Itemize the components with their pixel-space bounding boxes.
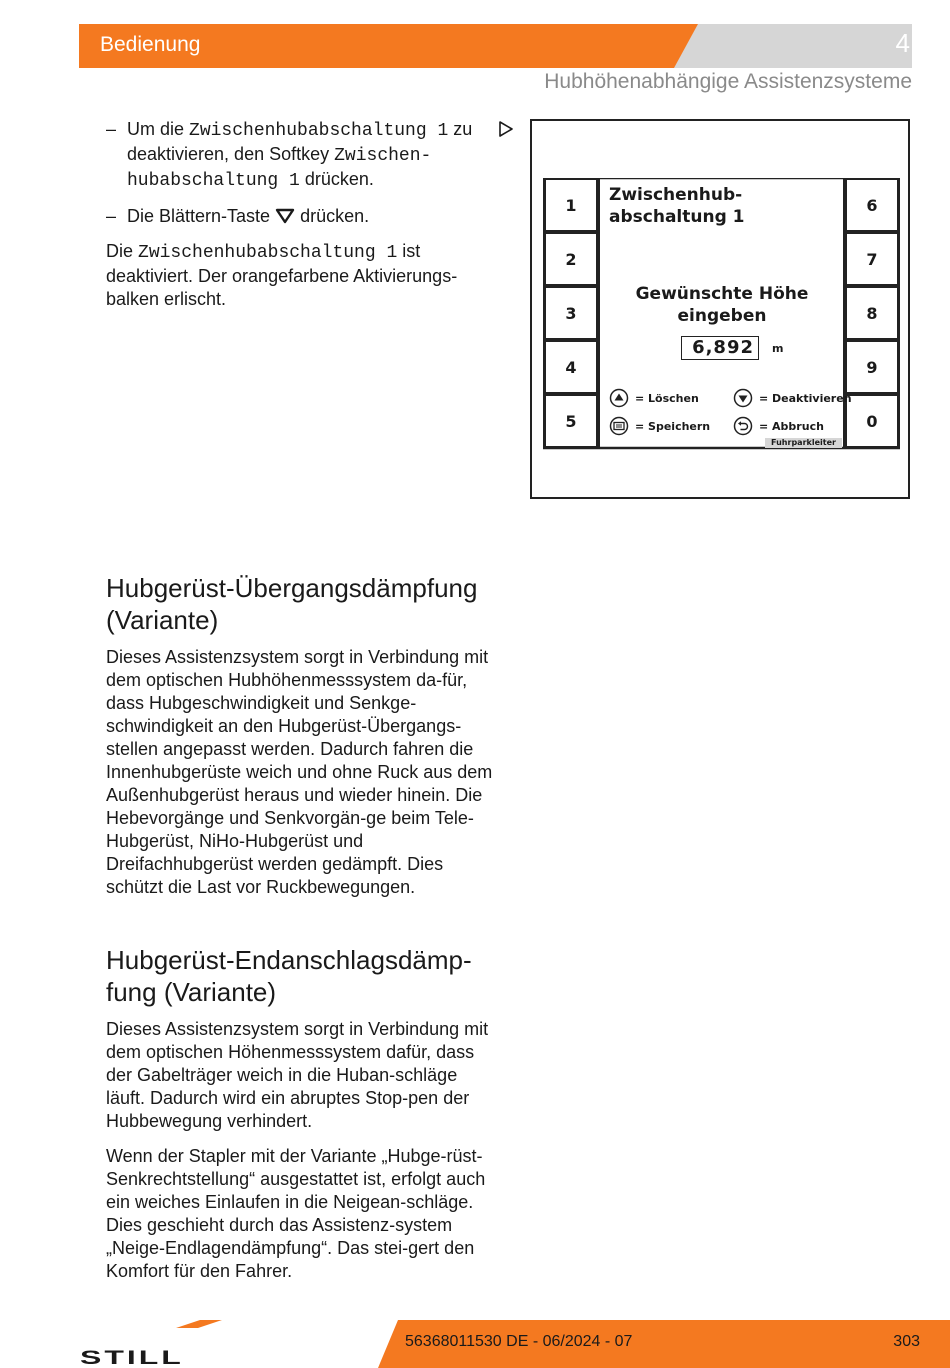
still-logo-text: STILL [80, 1346, 184, 1366]
softkey-0[interactable]: 0 [845, 394, 899, 448]
legend-deactivate: = Deaktivieren [733, 388, 852, 408]
legend-delete: = Löschen [609, 388, 699, 408]
softkey-1[interactable]: 1 [544, 178, 598, 232]
height-input-field[interactable]: 6,892 [681, 336, 759, 360]
softkey-2[interactable]: 2 [544, 232, 598, 286]
dash-marker: – [106, 206, 117, 226]
legend-save: = Speichern [609, 416, 710, 436]
section-title: Bedienung [100, 33, 201, 56]
scroll-down-key-icon [275, 208, 295, 224]
page-number: 303 [893, 1333, 920, 1350]
section-2 [106, 944, 496, 1295]
down-key-icon [733, 388, 753, 408]
enter-key-icon [609, 416, 629, 436]
chapter-number: 4 [895, 28, 910, 58]
softkey-6[interactable]: 6 [845, 178, 899, 232]
section-paragraph: Dieses Assistenzsystem sorgt in Verbindung mit dem optischen Höhenmesssystem dafür, dass der Gabelträger weich in die Huban-schläge läuft. Dadurch wird ein abruptes Stop-pen der Hubbewegung verhindert. [106, 1019, 489, 1131]
section-paragraph: Wenn der Stapler mit der Variante „Hubge-rüst-Senkrechtstellung“ ausgestattet ist, erfolgt auch ein weiches Einlaufen in die Neigean-schläge. Dies geschieht durch das Assistenz-system „Neige-Endlagendämpfung“. Das stei-gert den Komfort für den Fahrer. [106, 1146, 486, 1281]
instruction-step-1: – Um die Zwischenhubabschaltung 1 zu deaktivieren, den Softkey Zwischen-hubabschaltung 1 drücken. [106, 119, 473, 191]
back-key-icon [733, 416, 753, 436]
softkey-reference: Zwischenhubabschaltung 1 [189, 121, 449, 141]
softkey-reference: Zwischenhubabschaltung 1 [138, 243, 398, 263]
softkey-reference: Zwischen-hubabschaltung 1 [127, 146, 432, 191]
legend-cancel: = Abbruch [733, 416, 824, 436]
softkey-5[interactable]: 5 [544, 394, 598, 448]
instruction-step-2: – Die Blättern-Taste drücken. [106, 206, 370, 226]
instructions [106, 118, 486, 323]
truck-display [543, 178, 900, 450]
header-gray-bar [640, 24, 912, 68]
instruction-result: Die Zwischenhubabschaltung 1 ist deaktiviert. Der orangefarbene Aktivierungs-balken erlischt. [106, 241, 458, 309]
screen-prompt: Gewünschte Höhe eingeben [635, 284, 809, 326]
continue-arrow-icon [498, 120, 514, 138]
still-logo [80, 1320, 240, 1366]
softkey-7[interactable]: 7 [845, 232, 899, 286]
section-heading: Hubgerüst-Endanschlagsdämp-fung (Variante) [106, 945, 472, 1007]
document-number: 56368011530 DE - 06/2024 - 07 [405, 1333, 633, 1350]
softkey-8[interactable]: 8 [845, 286, 899, 340]
unit-label: m [772, 342, 784, 355]
screen-title: Zwischenhub- abschaltung 1 [609, 185, 745, 227]
section-paragraph: Dieses Assistenzsystem sorgt in Verbindung mit dem optischen Hubhöhenmesssystem da-für, dass Hubgeschwindigkeit und Senkge-schwindigkeit an den Hubgerüst-Übergangs-stellen angepasst werden. Dadurch fahren die Innenhubgerüste weich und ohne Ruck aus dem Außenhubgerüst heraus und wieder hinein. Die Hebevorgänge und Senkvorgän-ge beim Tele-Hubgerüst, NiHo-Hubgerüst und Dreifachhubgerüst werden gedämpft. Dies schützt die Last vor Ruckbewegungen. [106, 647, 493, 897]
section-1 [106, 572, 496, 911]
softkey-9[interactable]: 9 [845, 340, 899, 394]
softkey-4[interactable]: 4 [544, 340, 598, 394]
section-heading: Hubgerüst-Übergangsdämpfung (Variante) [106, 573, 478, 635]
user-role-label: Fuhrparkleiter [765, 438, 842, 448]
page-subtitle: Hubhöhenabhängige Assistenzsysteme [544, 70, 912, 93]
softkey-3[interactable]: 3 [544, 286, 598, 340]
dash-marker: – [106, 119, 117, 139]
up-key-icon [609, 388, 629, 408]
